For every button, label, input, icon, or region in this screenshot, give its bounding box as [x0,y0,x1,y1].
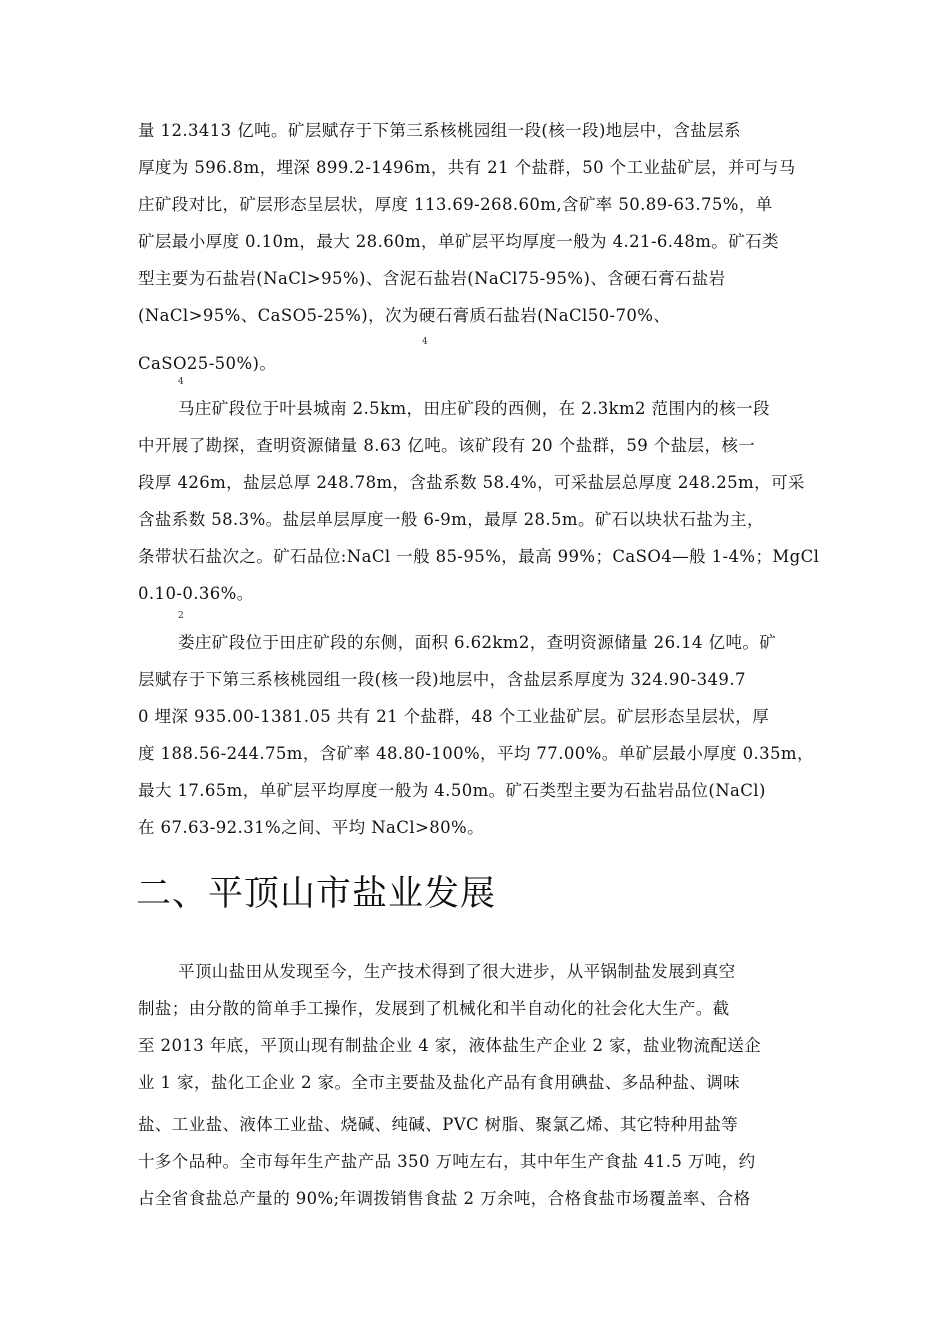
text-line: 型主要为石盐岩(NaCl>95%)、含泥石盐岩(NaCl75-95%)、含硬石膏石盐岩 [138,269,726,288]
text-line: 业 1 家，盐化工企业 2 家。全市主要盐及盐化产品有食用碘盐、多品种盐、调味 [138,1073,741,1092]
text-line: 含盐系数 58.3%。盐层单层厚度一般 6-9m，最厚 28.5m。矿石以块状石盐为主， [138,510,764,529]
text-line: 在 67.63-92.31%之间、平均 NaCl>80%。 [138,818,484,837]
text-line: 庄矿段对比，矿层形态呈层状，厚度 113.69-268.60m,含矿率 50.89-63.75%，单 [138,195,773,214]
text-line: 层赋存于下第三系核桃园组一段(核一段)地层中，含盐层系厚度为 324.90-349.7 [138,670,746,689]
subscript-note: 4 [178,377,184,387]
text-line: 量 12.3413 亿吨。矿层赋存于下第三系核桃园组一段(核一段)地层中，含盐层系 [138,121,741,140]
section-heading: 二、平顶山市盐业发展 [136,874,497,914]
text-line: 至 2013 年底，平顶山现有制盐企业 4 家，液体盐生产企业 2 家，盐业物流配送企 [138,1036,762,1055]
text-line: 度 188.56-244.75m，含矿率 48.80-100%，平均 77.00%。单矿层最小厚度 0.35m， [138,744,814,763]
subscript-note: 4 [422,337,428,347]
text-line: 占全省食盐总产量的 90%;年调拨销售食盐 2 万余吨，合格食盐市场覆盖率、合格 [138,1189,751,1208]
text-line: 制盐；由分散的简单手工操作，发展到了机械化和半自动化的社会化大生产。截 [138,999,730,1018]
text-line: 娄庄矿段位于田庄矿段的东侧，面积 6.62km2，查明资源储量 26.14 亿吨。矿 [178,633,777,652]
text-line: 中开展了勘探，查明资源储量 8.63 亿吨。该矿段有 20 个盐群，59 个盐层，核一 [138,436,756,455]
text-line: 盐、工业盐、液体工业盐、烧碱、纯碱、PVC 树脂、聚氯乙烯、其它特种用盐等 [138,1115,739,1134]
subscript-note: 2 [178,611,184,621]
text-line: 最大 17.65m，单矿层平均厚度一般为 4.50m。矿石类型主要为石盐岩品位(NaCl) [138,781,766,800]
text-line: 平顶山盐田从发现至今，生产技术得到了很大进步，从平锅制盐发展到真空 [178,962,736,981]
text-line: 0.10-0.36%。 [138,584,254,603]
text-line: 矿层最小厚度 0.10m，最大 28.60m，单矿层平均厚度一般为 4.21-6.48m。矿石类 [138,232,779,251]
text-line: 厚度为 596.8m，埋深 899.2-1496m，共有 21 个盐群，50 个工业盐矿层，并可与马 [138,158,796,177]
text-line: 马庄矿段位于叶县城南 2.5km，田庄矿段的西侧，在 2.3km2 范围内的核一段 [178,399,770,418]
text-line: 0 埋深 935.00-1381.05 共有 21 个盐群，48 个工业盐矿层。矿层形态呈层状，厚 [138,707,770,726]
text-line: 段厚 426m，盐层总厚 248.78m，含盐系数 58.4%，可采盐层总厚度 248.25m，可采 [138,473,805,492]
text-line: CaSO25-50%)。 [138,354,277,373]
text-line: 十多个品种。全市每年生产盐产品 350 万吨左右，其中年生产食盐 41.5 万吨，约 [138,1152,756,1171]
text-line: (NaCl>95%、CaSO5-25%)，次为硬石膏质石盐岩(NaCl50-70%、 [138,306,671,325]
text-line: 条带状石盐次之。矿石品位:NaCl 一般 85-95%，最高 99%；CaSO4—般 1-4%；MgCl [138,547,820,566]
